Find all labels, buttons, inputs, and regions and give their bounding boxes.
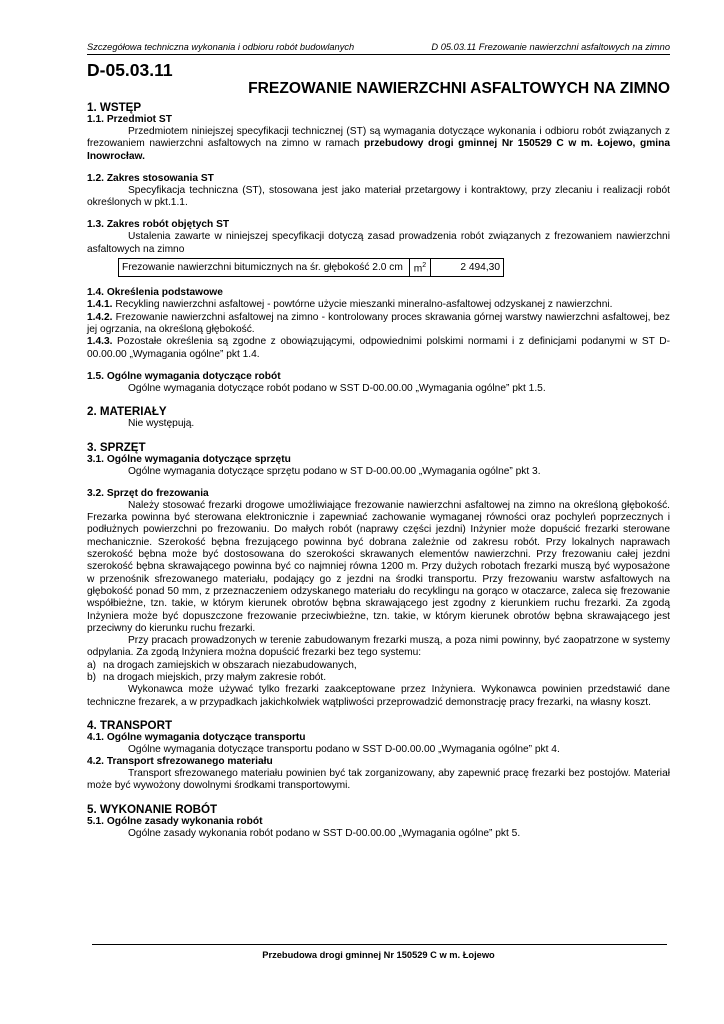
document-code: D-05.03.11 [87, 60, 173, 80]
section-4-heading: 4. TRANSPORT [87, 718, 173, 732]
section-5-1-text: Ogólne zasady wykonania robót podano w SST D-00.00.00 „Wymagania ogólne” pkt 5. [128, 827, 521, 839]
section-3-1-text: Ogólne wymagania dotyczące sprzętu podano w ST D-00.00.00 „Wymagania ogólne” pkt 3. [128, 465, 541, 477]
scope-description: Frezowanie nawierzchni bitumicznych na śr. głębokość 2.0 cm [119, 259, 410, 277]
definition-number: 1.4.3. [87, 336, 113, 348]
section-1-2-heading: 1.2. Zakres stosowania ST [87, 172, 214, 184]
definition-text: Pozostałe określenia są zgodne z obowiązującymi, odpowiednimi polskimi normami i z definicjami podanymi w ST D-00.00.00 „Wymagania ogólne” pkt 1.4. [87, 336, 670, 360]
scope-table [118, 258, 504, 277]
section-1-3-text: Ustalenia zawarte w niniejszej specyfikacji dotyczą zasad prowadzenia robót związanych z frezowaniem nawierzchni asfaltowych na zimno [87, 231, 670, 255]
section-3-1-heading: 3.1. Ogólne wymagania dotyczące sprzętu [87, 453, 291, 465]
document-title: FREZOWANIE NAWIERZCHNI ASFALTOWYCH NA ZIMNO [248, 80, 670, 97]
section-5-heading: 5. WYKONANIE ROBÓT [87, 802, 218, 816]
list-marker: b) [87, 672, 97, 683]
section-1-2-text: Specyfikacja techniczna (ST), stosowana jest jako materiał przetargowy i kontraktowy, przy zlecaniu i realizacji robót określonych w pkt.1.1. [87, 184, 670, 209]
scope-unit [410, 259, 431, 277]
section-3-2-paragraph-3: Wykonawca może używać tylko frezarki zaakceptowane przez Inżyniera. Wykonawca powinien przedstawić dane techniczne frezarek, a w przypadkach jakichkolwiek wątpliwości przeprowadzić demonstrację pracy frezarki, na własny koszt. [87, 684, 670, 708]
section-3-2-paragraph-1: Należy stosować frezarki drogowe umożliwiające frezowanie nawierzchni asfaltowej na zimno na określoną głębokość. Frezarka powinna być sterowana elektronicznie i zapewniać zachowanie wymaganej równości oraz pochyleń poprzecznych i podłużnych powierzchni po frezowaniu. Do małych robót (naprawy części jezdni) Inżynier może dopuścić frezarki sterowane mechanicznie. Szerokość bębna frezującego powinna być dobrana zależnie od zakresu robót. Przy lokalnych naprawach szerokość bębna może być dostosowana do szerokości skrawanych elementów nawierzchni. Przy frezowaniu całej jezdni szerokość bębna skrawającego powinna być co najmniej równa 1200 m. Przy dużych robotach frezarki muszą być wyposażone w przenośnik sfrezowanego materiału, podający go z jezdni na środki transportu. Przy frezowaniu warstw asfaltowych na głębokość ponad 50 mm, z przeznaczeniem odzyskanego materiału do recyklingu na gorąco w otaczarce, zaleca się frezowanie współbieżne, tzn. takie, w którym kierunek obrotów bębna skrawającego jest zgodny z kierunkiem ruchu frezarki. Za zgodą Inżyniera może być dopuszczone frezowanie przeciwbieżne, tzn. takie, w którym kierunek obrotów bębna skrawającego jest przeciwny do kierunku ruchu frezarki. [87, 499, 670, 634]
section-3-heading: 3. SPRZĘT [87, 440, 146, 454]
running-header [87, 42, 670, 55]
section-4-1-heading: 4.1. Ogólne wymagania dotyczące transportu [87, 731, 306, 743]
scope-unit-exponent: 2 [422, 262, 427, 270]
section-1-1-text-bold: przebudowy drogi gminnej Nr 150529 C w m. Łojewo, gmina Inowrocław. [87, 138, 670, 162]
list-marker: a) [87, 659, 97, 671]
header-left: Szczegółowa techniczna wykonania i odbioru robót budowlanych [87, 42, 355, 52]
section-5-1-heading: 5.1. Ogólne zasady wykonania robót [87, 815, 263, 827]
definition-text: Frezowanie nawierzchni asfaltowej na zimno - kontrolowany proces skrawania górnej warstwy nawierzchni asfaltowej, bez jej ogrzania, na określoną głębokość. [87, 311, 670, 336]
section-1-5-text: Ogólne wymagania dotyczące robót podano w SST D-00.00.00 „Wymagania ogólne” pkt 1.5. [128, 382, 546, 394]
list-text: na drogach zamiejskich w obszarach niezabudowanych, [103, 659, 357, 671]
section-4-2-heading: 4.2. Transport sfrezowanego materiału [87, 756, 273, 768]
list-text: na drogach miejskich, przy małym zakresie robót. [103, 672, 327, 683]
section-3-2-paragraph-2: Przy pracach prowadzonych w terenie zabudowanym frezarki muszą, a poza nimi powinny, być zaopatrzone w systemy odpylania. Za zgodą Inżyniera można dopuścić frezarki bez tego systemu: [87, 635, 670, 659]
scope-unit-base: m [413, 263, 423, 275]
section-2-text: Nie występują. [128, 418, 195, 430]
header-right: D 05.03.11 Frezowanie nawierzchni asfaltowych na zimno [431, 42, 670, 52]
section-1-heading: 1. WSTĘP [87, 101, 142, 114]
definition-number: 1.4.1. [87, 299, 113, 311]
list-item [87, 672, 670, 684]
section-2-heading: 2. MATERIAŁY [87, 405, 167, 419]
section-3-2-heading: 3.2. Sprzęt do frezowania [87, 487, 209, 499]
scope-quantity: 2 494,30 [431, 259, 504, 277]
definition-1-4-3 [87, 336, 670, 361]
definition-number: 1.4.2. [87, 311, 113, 323]
list-item [87, 660, 670, 672]
definition-1-4-1 [87, 299, 670, 311]
page-footer: Przebudowa drogi gminnej Nr 150529 C w m. Łojewo [262, 950, 495, 960]
definition-text: Recykling nawierzchni asfaltowej - powtórne użycie mieszanki mineralno-asfaltowej odzyskanej z nawierzchni. [112, 299, 613, 311]
section-1-5-heading: 1.5. Ogólne wymagania dotyczące robót [87, 370, 281, 382]
document-page [87, 42, 670, 840]
section-1-1-heading: 1.1. Przedmiot ST [87, 114, 172, 125]
footer-divider [92, 944, 667, 945]
section-4-2-text: Transport sfrezowanego materiału powinien być tak zorganizowany, aby zapewnić pracę frezarki bez postojów. Materiał może być wywożony dowolnymi środkami transportowymi. [87, 768, 670, 792]
section-4-1-text: Ogólne wymagania dotyczące transportu podano w SST D-00.00.00 „Wymagania ogólne” pkt 4. [128, 743, 560, 755]
section-1-1-text [87, 126, 670, 163]
definition-1-4-2 [87, 312, 670, 337]
section-1-4-heading: 1.4. Określenia podstawowe [87, 287, 223, 299]
section-1-3-heading: 1.3. Zakres robót objętych ST [87, 219, 230, 231]
table-row [119, 259, 504, 277]
section-1-1-text-main: Przedmiotem niniejszej specyfikacji technicznej (ST) są wymagania dotyczące wykonania i odbioru robót związanych z frezowaniem nawierzchni asfaltowych na zimno w ramach [87, 126, 670, 150]
